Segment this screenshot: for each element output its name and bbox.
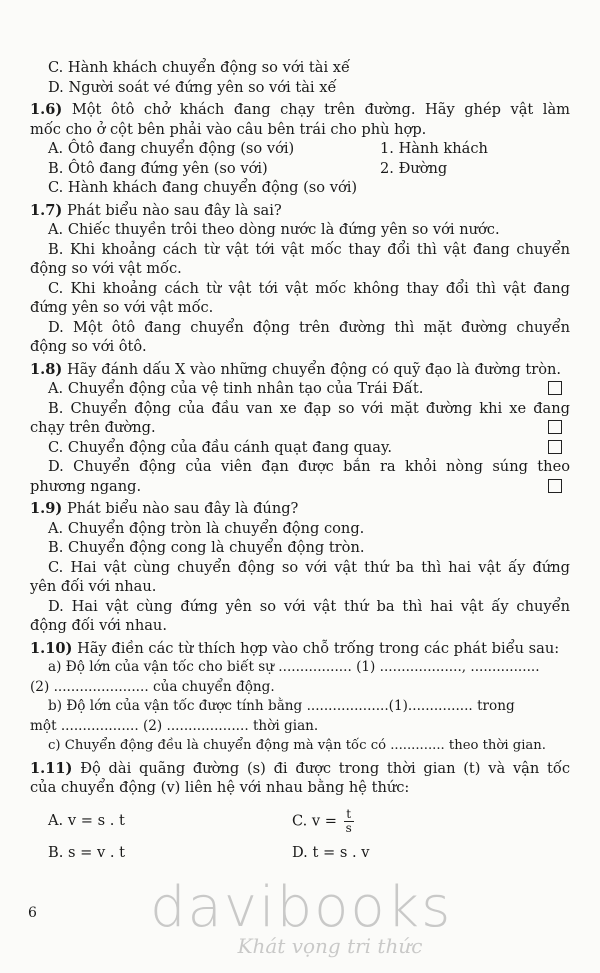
question-text: Phát biểu nào sau đây là sai? bbox=[66, 201, 282, 219]
option-b: B. Chuyển động của đầu van xe đạp so với mặt đường khi xe đang bbox=[48, 399, 570, 417]
option-d: D. Một ôtô đang chuyển động trên đường thì mặt đường chuyển bbox=[48, 318, 570, 336]
option-c bbox=[292, 808, 354, 835]
fill-b-cont: một .................. (2) ................... thời gian. bbox=[30, 717, 319, 734]
match-item-2: 2. Đường bbox=[380, 159, 448, 177]
option-c-cont: yên đối với nhau. bbox=[30, 578, 157, 595]
fill-a-cont: (2) ...................... của chuyển động. bbox=[30, 678, 275, 695]
option-b-cont bbox=[30, 418, 570, 438]
question-1-11 bbox=[30, 759, 570, 863]
fill-b: b) Độ lớn của vận tốc được tính bằng ...................(1)............... trong bbox=[48, 698, 515, 714]
option-d-text: phương ngang. bbox=[30, 477, 142, 495]
option-c: C. Hai vật cùng chuyển động so với vật thứ ba thì hai vật ấy đứng bbox=[48, 558, 570, 576]
carry-option-d: D. Người soát vé đứng yên so với tài xế bbox=[48, 78, 337, 96]
watermark-tagline: Khát vọng tri thức bbox=[237, 934, 423, 958]
option-b-text: chạy trên đường. bbox=[30, 419, 156, 436]
option-a: A. v = s . t bbox=[48, 812, 125, 830]
option-c-prefix: C. v = bbox=[292, 812, 338, 829]
fill-a: a) Độ lớn của vận tốc cho biết sự ................. (1) ..................., ................ bbox=[48, 659, 540, 675]
option-a: A. Ôtô đang chuyển động (so với) bbox=[48, 140, 295, 157]
question-text: Phát biểu nào sau đây là đúng? bbox=[66, 500, 299, 517]
carry-option-c: C. Hành khách chuyển động so với tài xế bbox=[48, 59, 351, 76]
option-d: D. t = s . v bbox=[292, 843, 370, 861]
checkbox-c[interactable] bbox=[548, 440, 562, 454]
question-number: 1.10) bbox=[30, 639, 73, 657]
option-c-cont: đứng yên so với vật mốc. bbox=[30, 299, 214, 316]
page-number: 6 bbox=[28, 905, 37, 921]
option-d-cont bbox=[30, 477, 570, 497]
question-1-7 bbox=[30, 201, 570, 357]
question-text-cont: của chuyển động (v) liên hệ với nhau bằng hệ thức: bbox=[30, 779, 410, 796]
question-1-9 bbox=[30, 499, 570, 636]
question-text: Độ dài quãng đường (s) đi được trong thời gian (t) và vận tốc bbox=[80, 759, 571, 777]
question-1-10 bbox=[30, 639, 570, 756]
option-b: B. s = v . t bbox=[48, 843, 126, 861]
question-text: Một ôtô chở khách đang chạy trên đường. Hãy ghép vật làm bbox=[71, 101, 570, 118]
option-a-text: A. Chuyển động của vệ tinh nhân tạo của Trái Đất. bbox=[48, 380, 424, 397]
option-a bbox=[30, 379, 570, 399]
option-c: C. Khi khoảng cách từ vật tới vật mốc không thay đổi thì vật đang bbox=[48, 279, 570, 297]
checkbox-b[interactable] bbox=[548, 420, 562, 434]
option-d: D. Hai vật cùng đứng yên so với vật thứ ba thì hai vật ấy chuyển bbox=[48, 597, 570, 615]
question-1-6 bbox=[30, 100, 570, 198]
question-number: 1.11) bbox=[30, 759, 73, 777]
watermark-brand: davibooks bbox=[150, 875, 453, 940]
fraction-denominator: s bbox=[345, 820, 352, 835]
fraction-numerator: t bbox=[346, 806, 352, 821]
option-b-cont: động so với vật mốc. bbox=[30, 260, 182, 277]
option-d-cont: động so với ôtô. bbox=[30, 338, 147, 355]
fill-c: c) Chuyển động đều là chuyển động mà vận tốc có ............. theo thời gian. bbox=[48, 738, 546, 753]
option-a: A. Chuyển động tròn là chuyển động cong. bbox=[48, 519, 365, 537]
question-number: 1.8) bbox=[30, 360, 63, 378]
question-number: 1.6) bbox=[30, 101, 63, 118]
option-b: B. Ôtô đang đứng yên (so với) bbox=[48, 159, 268, 177]
question-number: 1.9) bbox=[30, 500, 63, 517]
option-c bbox=[30, 438, 570, 458]
question-text-cont: mốc cho ở cột bên phải vào câu bên trái cho phù hợp. bbox=[30, 120, 427, 138]
checkbox-d[interactable] bbox=[548, 479, 562, 493]
watermark bbox=[150, 875, 453, 958]
question-1-8 bbox=[30, 360, 570, 497]
question-number: 1.7) bbox=[30, 201, 63, 219]
match-item-1: 1. Hành khách bbox=[380, 140, 488, 157]
option-d: D. Chuyển động của viên đạn được bắn ra khỏi nòng súng theo bbox=[48, 458, 570, 475]
page-content bbox=[30, 58, 570, 862]
option-c: C. Hành khách đang chuyển động (so với) bbox=[48, 179, 358, 196]
option-b: B. Khi khoảng cách từ vật tới vật mốc thay đổi thì vật đang chuyển bbox=[48, 240, 570, 258]
option-b: B. Chuyển động cong là chuyển động tròn. bbox=[48, 539, 365, 556]
option-a: A. Chiếc thuyền trôi theo dòng nước là đứng yên so với nước. bbox=[48, 221, 500, 238]
question-text: Hãy điền các từ thích hợp vào chỗ trống trong các phát biểu sau: bbox=[77, 639, 560, 657]
option-c-text: C. Chuyển động của đầu cánh quạt đang quay. bbox=[48, 438, 392, 456]
fraction bbox=[344, 808, 354, 835]
option-d-cont: động đối với nhau. bbox=[30, 617, 167, 634]
question-text: Hãy đánh dấu X vào những chuyển động có quỹ đạo là đường tròn. bbox=[66, 360, 562, 378]
checkbox-a[interactable] bbox=[548, 381, 562, 395]
